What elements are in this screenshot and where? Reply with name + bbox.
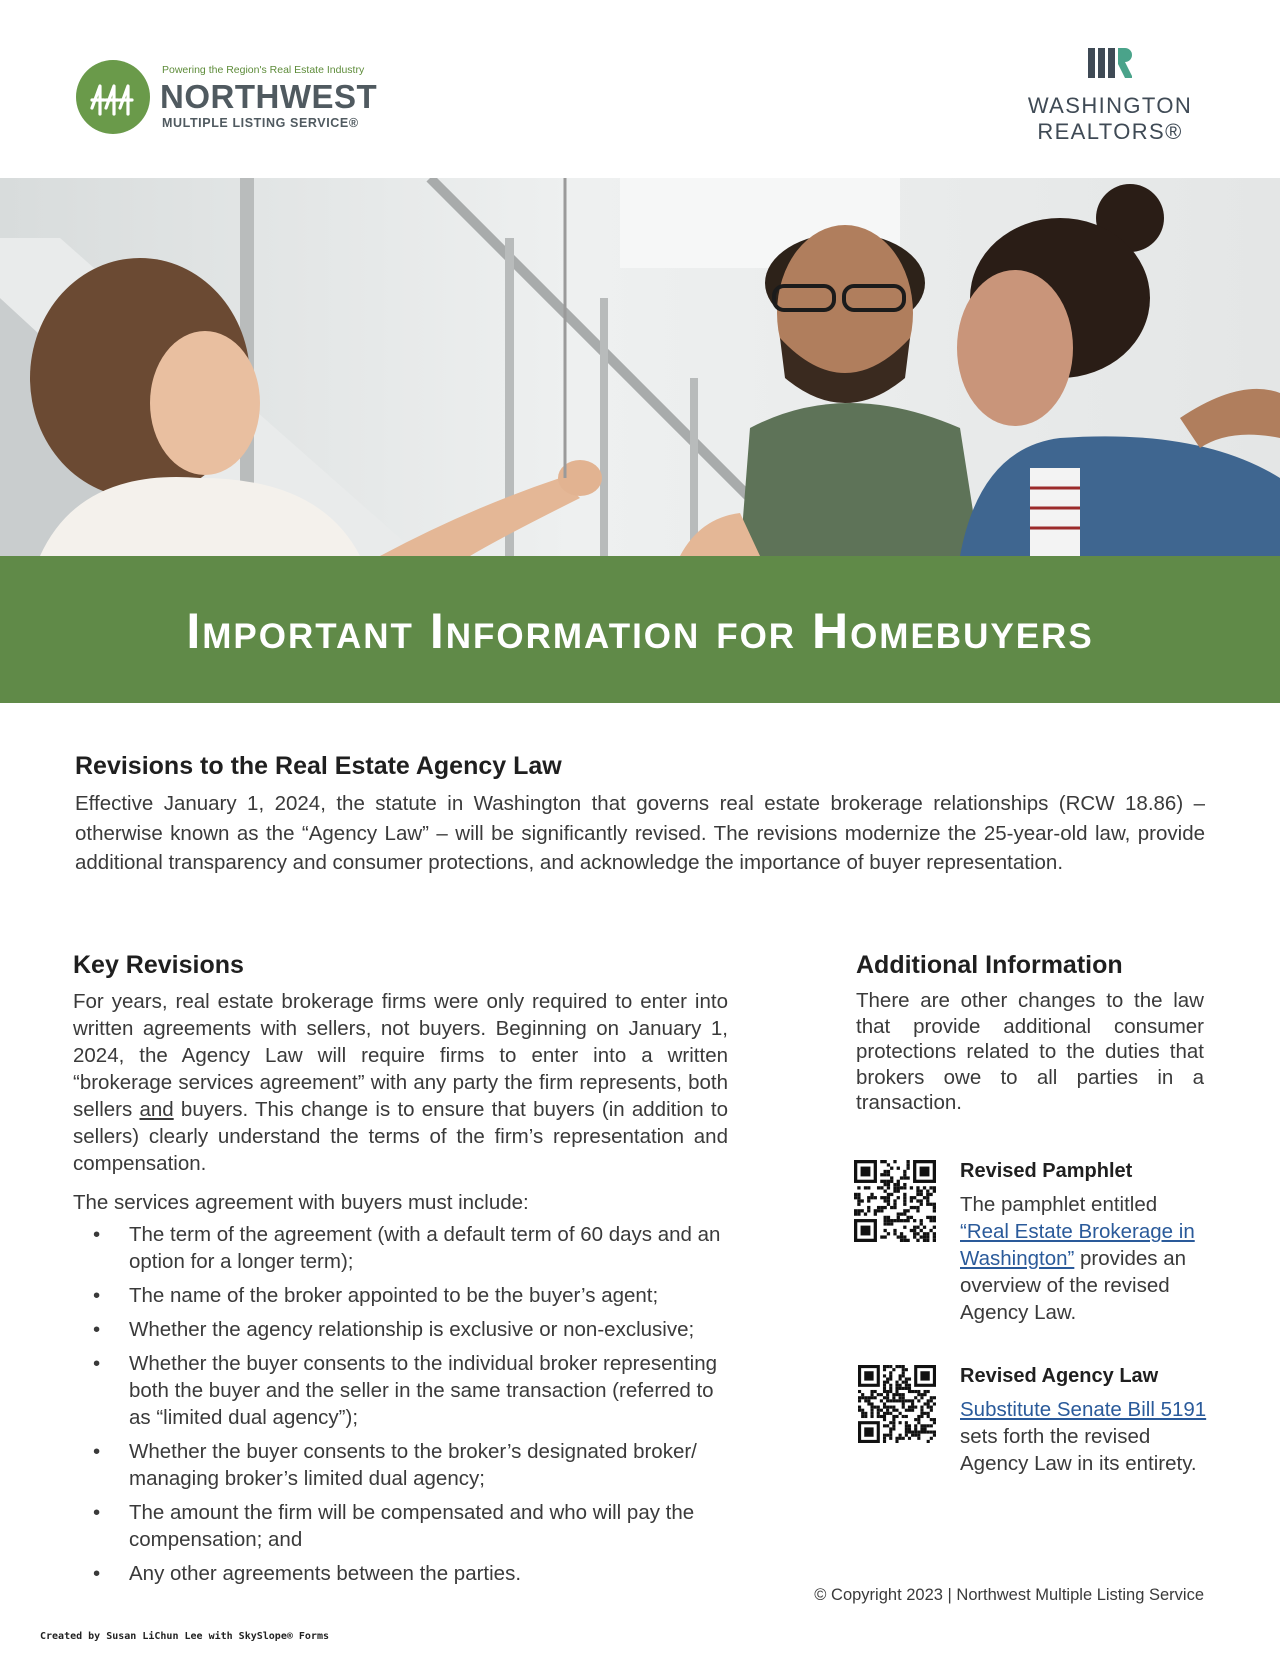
- title-banner: [0, 556, 1280, 703]
- list-item-text: Whether the buyer consents to the broker’s designated broker/ managing broker’s limited dual agency;: [129, 1440, 697, 1490]
- copyright-notice: © Copyright 2023 | Northwest Multiple Listing Service: [814, 1586, 1204, 1604]
- page-title: Important Information for Homebuyers: [186, 603, 1094, 659]
- nwmls-subtitle: MULTIPLE LISTING SERVICE®: [162, 116, 359, 130]
- key-revisions-body: [73, 988, 728, 1177]
- key-body-part1: For years, real estate brokerage firms were only required to enter into written agreements with sellers, not buyers. Beginning on January 1, 2024, the Agency Law will require firms to enter into a written “brokerage services agreement” with any party the firm represents, both sellers: [73, 990, 728, 1121]
- revised-pamphlet-block: [854, 1160, 1210, 1340]
- additional-info-heading: Additional Information: [856, 951, 1123, 979]
- list-item-text: Whether the agency relationship is exclusive or non-exclusive;: [129, 1318, 695, 1341]
- revised-agency-law-body: [960, 1396, 1210, 1477]
- realtors-mark-icon: [1088, 48, 1132, 80]
- requirements-intro: The services agreement with buyers must include:: [73, 1191, 529, 1214]
- revised-pamphlet-body: [960, 1191, 1210, 1326]
- list-item: [73, 1560, 728, 1587]
- pamphlet-pre-text: The pamphlet entitled: [960, 1193, 1158, 1216]
- pamphlet-post-text: provides an overview of the revised Agency Law.: [960, 1247, 1187, 1324]
- hero-photo: [0, 178, 1280, 556]
- wr-line2: REALTORS®: [1037, 119, 1183, 144]
- requirements-list: [73, 1221, 728, 1587]
- list-bullet: •: [93, 1440, 101, 1463]
- list-item: [73, 1316, 728, 1343]
- revised-agency-law-title: Revised Agency Law: [960, 1365, 1159, 1387]
- list-bullet: •: [93, 1284, 101, 1307]
- pamphlet-link[interactable]: “Real Estate Brokerage in Washington”: [960, 1220, 1195, 1270]
- list-bullet: •: [93, 1501, 101, 1524]
- list-bullet: •: [93, 1318, 101, 1341]
- page-header: [0, 0, 1280, 178]
- key-body-part2: buyers. This change is to ensure that buyers (in addition to sellers) clearly understand the terms of the firm’s representation and compensation.: [73, 1098, 729, 1175]
- nwmls-tagline: Powering the Region's Real Estate Industry: [162, 64, 365, 76]
- additional-info-body: There are other changes to the law that provide additional consumer protections related to the duties that brokers owe to all parties in a transaction.: [856, 989, 1204, 1114]
- qr-code-icon[interactable]: [854, 1160, 936, 1242]
- senate-bill-link[interactable]: Substitute Senate Bill 5191: [960, 1398, 1207, 1421]
- key-revisions-heading: Key Revisions: [73, 951, 244, 979]
- key-revisions-section: [73, 951, 728, 1594]
- list-item-text: The term of the agreement (with a default term of 60 days and an option for a longer term);: [129, 1223, 721, 1273]
- list-item-text: Whether the buyer consents to the individual broker representing both the buyer and the seller in the same transaction (referred to as “limited dual agency”);: [129, 1352, 718, 1429]
- list-item-text: The amount the firm will be compensated and who will pay the compensation; and: [129, 1501, 695, 1551]
- nwmls-name: NORTHWEST: [160, 78, 378, 115]
- wr-line1: WASHINGTON: [1027, 93, 1193, 118]
- list-item: [73, 1499, 728, 1553]
- list-item: [73, 1221, 728, 1275]
- list-item: [73, 1282, 728, 1309]
- revisions-section: [75, 752, 1205, 878]
- qr-code-icon[interactable]: [858, 1365, 936, 1443]
- list-bullet: •: [93, 1352, 101, 1375]
- list-item-text: Any other agreements between the parties.: [129, 1562, 522, 1585]
- revised-pamphlet-title: Revised Pamphlet: [960, 1160, 1133, 1182]
- additional-info-section: [856, 951, 1204, 1116]
- revisions-body: Effective January 1, 2024, the statute in Washington that governs real estate brokerage relationships (RCW 18.86) – otherwise known as the “Agency Law” – will be significantly revised. The revisions modernize the 25-year-old law, provide additional transparency and consumer protections, and acknowledge the importance of buyer representation.: [75, 792, 1205, 874]
- revised-agency-law-block: [854, 1365, 1210, 1515]
- list-item: [73, 1438, 728, 1492]
- created-by-note: Created by Susan LiChun Lee with SkySlope® Forms: [40, 1631, 329, 1642]
- list-bullet: •: [93, 1223, 101, 1246]
- washington-realtors-logo: [1020, 48, 1200, 145]
- list-item: [73, 1350, 728, 1431]
- revisions-heading: Revisions to the Real Estate Agency Law: [75, 752, 562, 780]
- agency-law-post-text: sets forth the revised Agency Law in its entirety.: [960, 1425, 1197, 1475]
- key-body-underlined: and: [139, 1098, 174, 1121]
- list-item-text: The name of the broker appointed to be the buyer’s agent;: [129, 1284, 659, 1307]
- nwmls-logo: [76, 58, 396, 138]
- list-bullet: •: [93, 1562, 101, 1585]
- nwmls-tree-icon: [76, 60, 150, 134]
